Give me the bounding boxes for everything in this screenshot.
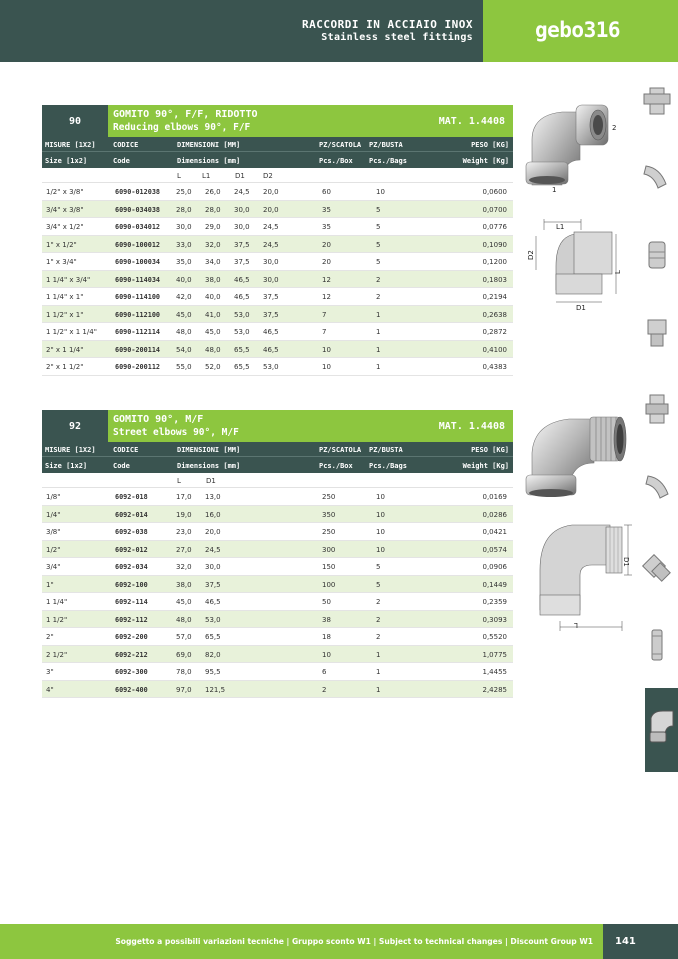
cell-pcs-box: 10 xyxy=(322,363,331,371)
table-row xyxy=(42,663,513,681)
table-body xyxy=(42,183,513,376)
cell-pcs-box: 7 xyxy=(322,328,327,336)
dim-label-L: L xyxy=(177,477,181,485)
table-row xyxy=(42,576,513,594)
dimension-labels xyxy=(42,473,513,488)
cell-pcs-box: 250 xyxy=(322,493,336,501)
cell-size: 1 1/4" xyxy=(46,598,68,606)
dim-label-D1: D1 xyxy=(206,477,216,485)
section-number: 92 xyxy=(42,410,108,442)
dim-L-label: L xyxy=(574,621,578,629)
section-header xyxy=(42,105,513,137)
cell-weight: 0,1200 xyxy=(482,258,507,266)
cell-dim-L: 32,0 xyxy=(176,563,192,571)
dimension-labels xyxy=(42,168,513,183)
street-elbow-diagram xyxy=(530,515,635,640)
cell-pcs-bag: 10 xyxy=(376,510,385,519)
dim-D1-label: D1 xyxy=(622,557,630,567)
cell-code: 6092-112 xyxy=(115,615,148,624)
cell-dim-L: 45,0 xyxy=(176,310,192,319)
cell-size: 3/8" xyxy=(46,528,61,536)
table-row xyxy=(42,611,513,629)
cell-pcs-box: 150 xyxy=(322,563,336,571)
col-weight-it: PESO [KG] xyxy=(471,141,509,149)
cell-pcs-bag: 2 xyxy=(376,293,381,301)
cell-dim-D1: 24,5 xyxy=(205,545,221,554)
cell-dim-D1: 82,0 xyxy=(205,650,221,659)
cell-pcs-bag: 1 xyxy=(376,363,381,371)
header-title-it: RACCORDI IN ACCIAIO INOX xyxy=(302,18,473,31)
header-title xyxy=(302,18,473,44)
section-street-elbows xyxy=(42,410,513,698)
col-size-it: MISURE [1X2] xyxy=(45,446,96,454)
cell-dim-L1: 52,0 xyxy=(205,363,221,371)
section-title-en: Reducing elbows 90°, F/F xyxy=(113,122,251,133)
cell-pcs-box: 250 xyxy=(322,528,336,536)
elbow-45-fitting-icon[interactable] xyxy=(640,552,674,586)
cell-pcs-box: 18 xyxy=(322,633,331,641)
cell-dim-D1: 13,0 xyxy=(205,493,221,501)
bend-fitting-icon[interactable] xyxy=(640,158,674,192)
cell-weight: 0,1090 xyxy=(482,240,507,249)
cell-size: 1" x 1/2" xyxy=(46,240,77,249)
cell-size: 1/8" xyxy=(46,493,61,501)
cell-weight: 0,2359 xyxy=(482,598,507,606)
cell-dim-D1: 46,5 xyxy=(234,275,250,284)
tee-fitting-icon[interactable] xyxy=(640,84,674,118)
cell-dim-L: 69,0 xyxy=(176,650,192,659)
cell-pcs-box: 60 xyxy=(322,188,331,196)
street-elbow-photo xyxy=(524,405,634,500)
cell-dim-L: 19,0 xyxy=(176,510,192,519)
cell-code: 6090-034012 xyxy=(115,223,161,231)
cell-weight: 0,3093 xyxy=(482,615,507,624)
cell-dim-D1: 46,5 xyxy=(205,598,221,606)
cell-dim-L: 40,0 xyxy=(176,275,192,284)
dim-D2-label: D2 xyxy=(527,250,535,260)
cell-dim-L1: 38,0 xyxy=(205,275,221,284)
section-title-en: Street elbows 90°, M/F xyxy=(113,427,239,438)
cell-dim-D1: 53,0 xyxy=(234,310,250,319)
table-row xyxy=(42,288,513,306)
dim-label-L1: L1 xyxy=(202,172,211,180)
cell-pcs-box: 2 xyxy=(322,685,327,694)
cell-pcs-box: 6 xyxy=(322,668,327,676)
cell-code: 6092-038 xyxy=(115,528,148,536)
cell-dim-D2: 53,0 xyxy=(263,363,279,371)
dim-label-D1: D1 xyxy=(235,172,245,180)
col-bag-en: Pcs./Bags xyxy=(369,462,407,470)
cell-pcs-bag: 5 xyxy=(376,240,381,249)
section-header xyxy=(42,410,513,442)
cell-dim-D2: 24,5 xyxy=(263,240,279,249)
cell-size: 3" xyxy=(46,668,54,676)
nipple-fitting-icon[interactable] xyxy=(640,628,674,662)
cell-pcs-bag: 1 xyxy=(376,668,381,676)
cell-code: 6092-212 xyxy=(115,650,148,659)
dim-L-label: L xyxy=(614,270,622,274)
cell-dim-L1: 40,0 xyxy=(205,293,221,301)
cell-dim-D1: 65,5 xyxy=(234,363,250,371)
cell-dim-D1: 37,5 xyxy=(205,580,221,589)
cell-pcs-box: 300 xyxy=(322,545,336,554)
cell-weight: 0,1803 xyxy=(482,275,507,284)
dim-label-D2: D2 xyxy=(263,172,273,180)
cell-pcs-box: 12 xyxy=(322,293,331,301)
cell-pcs-bag: 1 xyxy=(376,650,381,659)
cell-pcs-bag: 1 xyxy=(376,310,381,319)
cell-code: 6092-400 xyxy=(115,685,148,694)
cell-size: 1 1/2" x 1 1/4" xyxy=(46,328,97,336)
table-row xyxy=(42,358,513,376)
cell-dim-L: 38,0 xyxy=(176,580,192,589)
table-row xyxy=(42,488,513,506)
cell-dim-D2: 30,0 xyxy=(263,275,279,284)
footer-note: Soggetto a possibili variazioni tecniche | Gruppo sconto W1 | Subject to technical changes | Discount Group W1 xyxy=(0,924,603,959)
cell-pcs-bag: 10 xyxy=(376,188,385,196)
cell-weight: 0,2194 xyxy=(482,293,507,301)
table-row xyxy=(42,306,513,324)
col-dim-it: DIMENSIONI [MM] xyxy=(177,141,241,149)
table-row xyxy=(42,593,513,611)
cell-pcs-bag: 5 xyxy=(376,205,381,214)
cell-size: 2" xyxy=(46,633,54,641)
cell-dim-L1: 48,0 xyxy=(205,345,221,354)
cell-pcs-bag: 5 xyxy=(376,563,381,571)
cell-pcs-box: 12 xyxy=(322,275,331,284)
cell-code: 6090-114034 xyxy=(115,275,161,284)
cell-size: 1/4" xyxy=(46,510,61,519)
cell-pcs-bag: 10 xyxy=(376,545,385,554)
cell-code: 6090-100034 xyxy=(115,258,161,266)
table-row xyxy=(42,183,513,201)
cell-pcs-box: 20 xyxy=(322,240,331,249)
cell-weight: 0,0700 xyxy=(482,205,507,214)
cell-pcs-bag: 5 xyxy=(376,580,381,589)
table-row xyxy=(42,558,513,576)
cell-pcs-bag: 2 xyxy=(376,615,381,624)
cell-size: 1 1/4" x 1" xyxy=(46,293,84,301)
cell-dim-D2: 37,5 xyxy=(263,293,279,301)
col-box-en: Pcs./Box xyxy=(319,462,353,470)
col-bag-en: Pcs./Bags xyxy=(369,157,407,165)
col-code-it: CODICE xyxy=(113,446,139,454)
table-row xyxy=(42,541,513,559)
cell-dim-L1: 26,0 xyxy=(205,188,221,196)
cell-code: 6090-012038 xyxy=(115,188,161,196)
cell-weight: 1,0775 xyxy=(482,650,507,659)
table-row xyxy=(42,236,513,254)
cell-weight: 2,4285 xyxy=(482,685,507,694)
cell-dim-D1: 20,0 xyxy=(205,528,221,536)
elbow-fitting-icon[interactable] xyxy=(647,708,677,744)
cell-code: 6092-034 xyxy=(115,563,148,571)
cell-dim-D1: 95,5 xyxy=(205,668,221,676)
cell-weight: 0,4383 xyxy=(482,363,507,371)
cell-dim-D1: 46,5 xyxy=(234,293,250,301)
cell-weight: 0,2872 xyxy=(482,328,507,336)
coupling-fitting-icon[interactable] xyxy=(640,238,674,272)
cell-dim-L: 45,0 xyxy=(176,598,192,606)
col-size-it: MISURE [1X2] xyxy=(45,141,96,149)
cell-size: 1" xyxy=(46,580,54,589)
cell-dim-D2: 20,0 xyxy=(263,188,279,196)
dim-L1-label: L1 xyxy=(556,223,565,231)
cell-pcs-box: 350 xyxy=(322,510,336,519)
cell-code: 6090-200112 xyxy=(115,363,161,371)
table-row xyxy=(42,218,513,236)
cell-code: 6090-114100 xyxy=(115,293,161,301)
cell-dim-L: 54,0 xyxy=(176,345,192,354)
cell-size: 3/4" xyxy=(46,563,61,571)
cell-pcs-bag: 5 xyxy=(376,223,381,231)
cell-dim-L: 35,0 xyxy=(176,258,192,266)
cell-dim-L: 48,0 xyxy=(176,328,192,336)
section-number: 90 xyxy=(42,105,108,137)
col-box-it: PZ/SCATOLA xyxy=(319,141,362,149)
cell-dim-L: 17,0 xyxy=(176,493,192,501)
cell-dim-L: 97,0 xyxy=(176,685,192,694)
cell-dim-L: 55,0 xyxy=(176,363,192,371)
cell-pcs-box: 10 xyxy=(322,650,331,659)
cell-weight: 0,1449 xyxy=(482,580,507,589)
cell-code: 6090-100012 xyxy=(115,240,161,249)
cell-size: 1/2" xyxy=(46,545,61,554)
cell-pcs-box: 20 xyxy=(322,258,331,266)
cell-weight: 0,0421 xyxy=(482,528,507,536)
cell-pcs-bag: 10 xyxy=(376,528,385,536)
cell-pcs-box: 50 xyxy=(322,598,331,606)
union-fitting-icon[interactable] xyxy=(640,392,674,426)
port-2-label: 2 xyxy=(612,124,617,132)
cell-dim-L: 27,0 xyxy=(176,545,192,554)
cell-dim-D2: 20,0 xyxy=(263,205,279,214)
cell-code: 6090-034038 xyxy=(115,205,161,214)
cell-code: 6090-200114 xyxy=(115,345,161,354)
table-row xyxy=(42,646,513,664)
cell-pcs-box: 35 xyxy=(322,205,331,214)
cell-dim-D1: 65,5 xyxy=(205,633,221,641)
cell-pcs-box: 100 xyxy=(322,580,336,589)
col-dim-en: Dimensions [mm] xyxy=(177,157,241,165)
cell-dim-D1: 37,5 xyxy=(234,258,250,266)
cell-pcs-bag: 5 xyxy=(376,258,381,266)
col-weight-it: PESO [KG] xyxy=(471,446,509,454)
table-row xyxy=(42,201,513,219)
section-title-it: GOMITO 90°, F/F, RIDOTTO xyxy=(113,109,258,120)
cell-dim-D1: 30,0 xyxy=(234,223,250,231)
cell-code: 6092-300 xyxy=(115,668,148,676)
cell-code: 6092-114 xyxy=(115,598,148,606)
col-bag-it: PZ/BUSTA xyxy=(369,446,403,454)
table-column-headers xyxy=(42,442,513,473)
cell-dim-L1: 32,0 xyxy=(205,240,221,249)
cell-dim-L: 30,0 xyxy=(176,223,192,231)
table-row xyxy=(42,681,513,699)
cell-weight: 0,0574 xyxy=(482,545,507,554)
table-row xyxy=(42,523,513,541)
cell-dim-L1: 29,0 xyxy=(205,223,221,231)
cell-weight: 0,0169 xyxy=(482,493,507,501)
cell-weight: 0,5520 xyxy=(482,633,507,641)
cell-dim-D1: 53,0 xyxy=(205,615,221,624)
table-column-headers xyxy=(42,137,513,168)
table-row xyxy=(42,271,513,289)
dim-label-L: L xyxy=(177,172,181,180)
cell-dim-D1: 16,0 xyxy=(205,510,221,519)
cell-dim-D2: 46,5 xyxy=(263,345,279,354)
cell-pcs-bag: 2 xyxy=(376,275,381,284)
cell-size: 2 1/2" xyxy=(46,650,68,659)
cell-dim-L1: 34,0 xyxy=(205,258,221,266)
reducing-elbow-diagram xyxy=(526,218,631,318)
header-title-en: Stainless steel fittings xyxy=(321,32,473,43)
cell-dim-L1: 45,0 xyxy=(205,328,221,336)
cell-pcs-box: 10 xyxy=(322,345,331,354)
port-1-label: 1 xyxy=(552,186,557,194)
section-material: MAT. 1.4408 xyxy=(438,420,505,432)
cell-dim-L: 33,0 xyxy=(176,240,192,249)
cell-dim-L: 48,0 xyxy=(176,615,192,624)
table-body xyxy=(42,488,513,698)
col-box-it: PZ/SCATOLA xyxy=(319,446,362,454)
cell-code: 6090-112114 xyxy=(115,328,161,336)
cell-code: 6092-014 xyxy=(115,510,148,519)
cell-size: 2" x 1 1/4" xyxy=(46,345,84,354)
cell-dim-D2: 24,5 xyxy=(263,223,279,231)
cell-dim-D1: 53,0 xyxy=(234,328,250,336)
cell-pcs-box: 7 xyxy=(322,310,327,319)
cell-weight: 0,0600 xyxy=(482,188,507,196)
col-code-en: Code xyxy=(113,462,130,470)
col-size-en: Size [1x2] xyxy=(45,462,88,470)
cell-weight: 0,4100 xyxy=(482,345,507,354)
cell-dim-D1: 65,5 xyxy=(234,345,250,354)
cell-pcs-box: 35 xyxy=(322,223,331,231)
table-row xyxy=(42,341,513,359)
col-dim-en: Dimensions [mm] xyxy=(177,462,241,470)
col-bag-it: PZ/BUSTA xyxy=(369,141,403,149)
col-weight-en: Weight [Kg] xyxy=(462,157,509,165)
cell-dim-L: 57,0 xyxy=(176,633,192,641)
section-reducing-elbows xyxy=(42,105,513,376)
cell-code: 6092-018 xyxy=(115,493,148,501)
cell-size: 1 1/2" xyxy=(46,615,68,624)
cell-dim-D1: 30,0 xyxy=(205,563,221,571)
section-title-it: GOMITO 90°, M/F xyxy=(113,414,204,425)
cell-weight: 0,2638 xyxy=(482,310,507,319)
page-number: 141 xyxy=(603,924,678,959)
cell-dim-L: 25,0 xyxy=(176,188,192,196)
cell-pcs-box: 38 xyxy=(322,615,331,624)
cell-dim-L: 42,0 xyxy=(176,293,192,301)
cell-dim-L1: 41,0 xyxy=(205,310,221,319)
table-row xyxy=(42,628,513,646)
cell-pcs-bag: 1 xyxy=(376,685,381,694)
cell-weight: 0,0906 xyxy=(482,563,507,571)
table-row xyxy=(42,323,513,341)
cell-pcs-bag: 2 xyxy=(376,598,381,606)
cell-weight: 0,0286 xyxy=(482,510,507,519)
cell-size: 1" x 3/4" xyxy=(46,258,77,266)
cell-size: 4" xyxy=(46,685,54,694)
section-material: MAT. 1.4408 xyxy=(438,115,505,127)
reducing-elbow-photo xyxy=(522,100,622,195)
cell-code: 6092-200 xyxy=(115,633,148,641)
col-code-en: Code xyxy=(113,157,130,165)
cell-dim-D2: 30,0 xyxy=(263,258,279,266)
cell-code: 6092-100 xyxy=(115,580,148,589)
cell-dim-L: 23,0 xyxy=(176,528,192,536)
cell-dim-L1: 28,0 xyxy=(205,205,221,214)
cell-weight: 1,4455 xyxy=(482,668,507,676)
cell-code: 6090-112100 xyxy=(115,310,161,319)
reducer-fitting-icon[interactable] xyxy=(640,316,674,350)
cell-pcs-bag: 10 xyxy=(376,493,385,501)
cell-dim-L: 28,0 xyxy=(176,205,192,214)
section-title xyxy=(108,105,431,137)
col-size-en: Size [1x2] xyxy=(45,157,88,165)
cell-size: 2" x 1 1/2" xyxy=(46,363,84,371)
table-row xyxy=(42,506,513,524)
cell-dim-D1: 37,5 xyxy=(234,240,250,249)
col-dim-it: DIMENSIONI [MM] xyxy=(177,446,241,454)
cell-size: 1 1/2" x 1" xyxy=(46,310,84,319)
cell-pcs-bag: 2 xyxy=(376,633,381,641)
cell-size: 3/4" x 3/8" xyxy=(46,205,84,214)
cell-dim-D1: 24,5 xyxy=(234,188,250,196)
cell-dim-D2: 46,5 xyxy=(263,328,279,336)
cell-size: 3/4" x 1/2" xyxy=(46,223,84,231)
section-title xyxy=(108,410,431,442)
cell-dim-D1: 30,0 xyxy=(234,205,250,214)
cell-pcs-bag: 1 xyxy=(376,345,381,354)
cell-size: 1/2" x 3/8" xyxy=(46,188,84,196)
dim-D1-label: D1 xyxy=(576,304,586,312)
cell-pcs-bag: 1 xyxy=(376,328,381,336)
cell-dim-D2: 37,5 xyxy=(263,310,279,319)
brand-logo: gebo316 xyxy=(535,18,621,42)
col-weight-en: Weight [Kg] xyxy=(462,462,509,470)
cell-size: 1 1/4" x 3/4" xyxy=(46,275,91,284)
cross-fitting-icon[interactable] xyxy=(640,470,674,504)
cell-weight: 0,0776 xyxy=(482,223,507,231)
cell-dim-L: 78,0 xyxy=(176,668,192,676)
cell-dim-D1: 121,5 xyxy=(205,685,226,694)
table-row xyxy=(42,253,513,271)
col-box-en: Pcs./Box xyxy=(319,157,353,165)
cell-code: 6092-012 xyxy=(115,545,148,554)
col-code-it: CODICE xyxy=(113,141,139,149)
